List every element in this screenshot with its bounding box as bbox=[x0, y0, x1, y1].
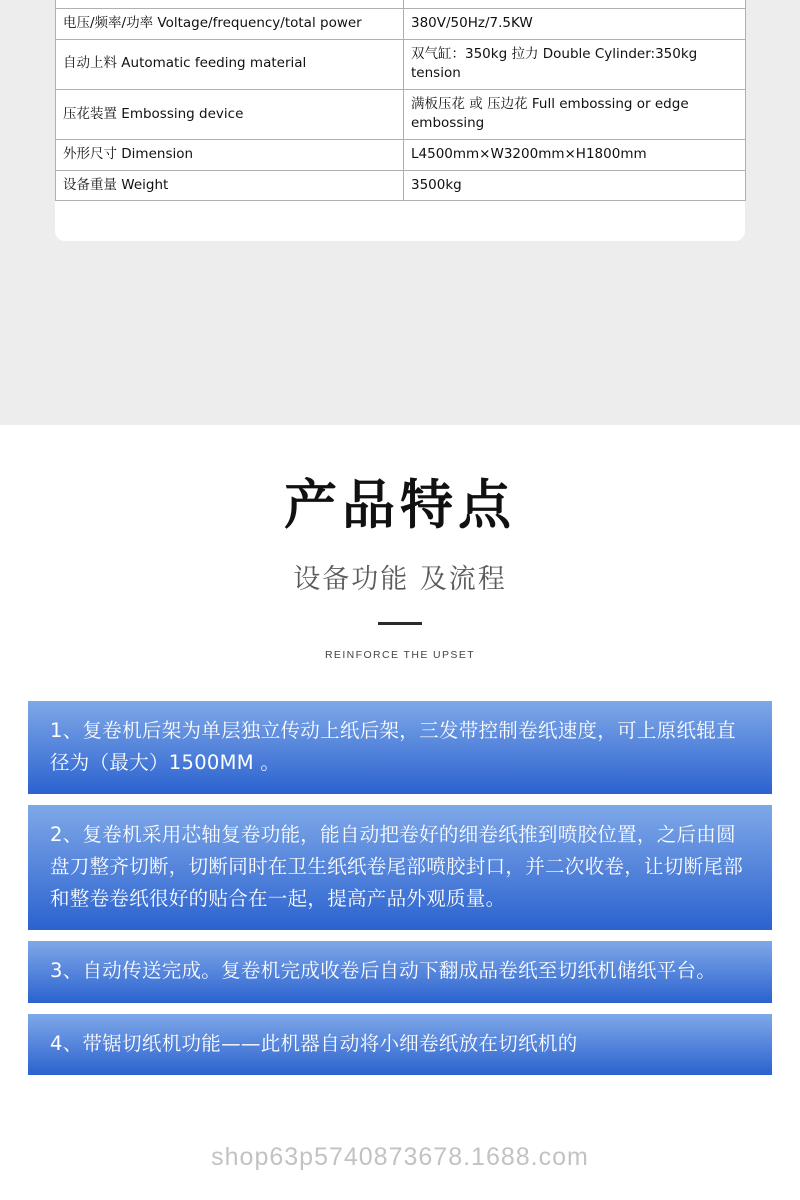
spec-value: 双气缸：350kg 拉力 Double Cylinder:350kg tension bbox=[404, 39, 746, 89]
spec-label: 外形尺寸 Dimension bbox=[56, 139, 404, 170]
spec-label: 设备重量 Weight bbox=[56, 170, 404, 201]
spec-value: 满板压花 或 压边花 Full embossing or edge embossing bbox=[404, 89, 746, 139]
features-section bbox=[0, 425, 800, 1075]
table-row bbox=[56, 139, 746, 170]
table-row bbox=[56, 170, 746, 201]
page-subtitle: 设备功能 及流程 bbox=[293, 564, 507, 596]
spec-label: 电压/频率/功率 Voltage/frequency/total power bbox=[56, 9, 404, 40]
list-item: 4、带锯切纸机功能——此机器自动将小细卷纸放在切纸机的 bbox=[28, 1014, 772, 1076]
table-row bbox=[56, 39, 746, 89]
spec-value: 3500kg bbox=[404, 170, 746, 201]
list-item: 1、复卷机后架为单层独立传动上纸后架，三发带控制卷纸速度，可上原纸辊直径为（最大）1500MM 。 bbox=[28, 701, 772, 794]
spec-label bbox=[56, 0, 404, 9]
spec-card bbox=[55, 0, 745, 241]
spec-value bbox=[404, 0, 746, 9]
spec-section bbox=[0, 0, 800, 425]
spec-label: 压花装置 Embossing device bbox=[56, 89, 404, 139]
table-row bbox=[56, 9, 746, 40]
feature-list bbox=[0, 701, 800, 1075]
table-row bbox=[56, 89, 746, 139]
spec-value: 380V/50Hz/7.5KW bbox=[404, 9, 746, 40]
page-title: 产品特点 bbox=[284, 475, 516, 536]
spec-label: 自动上料 Automatic feeding material bbox=[56, 39, 404, 89]
table-row bbox=[56, 0, 746, 9]
divider bbox=[378, 622, 422, 625]
list-item: 3、自动传送完成。复卷机完成收卷后自动下翻成品卷纸至切纸机储纸平台。 bbox=[28, 941, 772, 1003]
watermark: shop63p5740873678.1688.com bbox=[211, 1143, 589, 1171]
list-item: 2、复卷机采用芯轴复卷功能，能自动把卷好的细卷纸推到喷胶位置，之后由圆盘刀整齐切断，切断同时在卫生纸纸卷尾部喷胶封口，并二次收卷，让切断尾部和整卷卷纸很好的贴合在一起，提高产品外观质量。 bbox=[28, 805, 772, 930]
specification-table bbox=[55, 0, 746, 201]
spec-value: L4500mm×W3200mm×H1800mm bbox=[404, 139, 746, 170]
english-caption: REINFORCE THE UPSET bbox=[324, 649, 476, 662]
